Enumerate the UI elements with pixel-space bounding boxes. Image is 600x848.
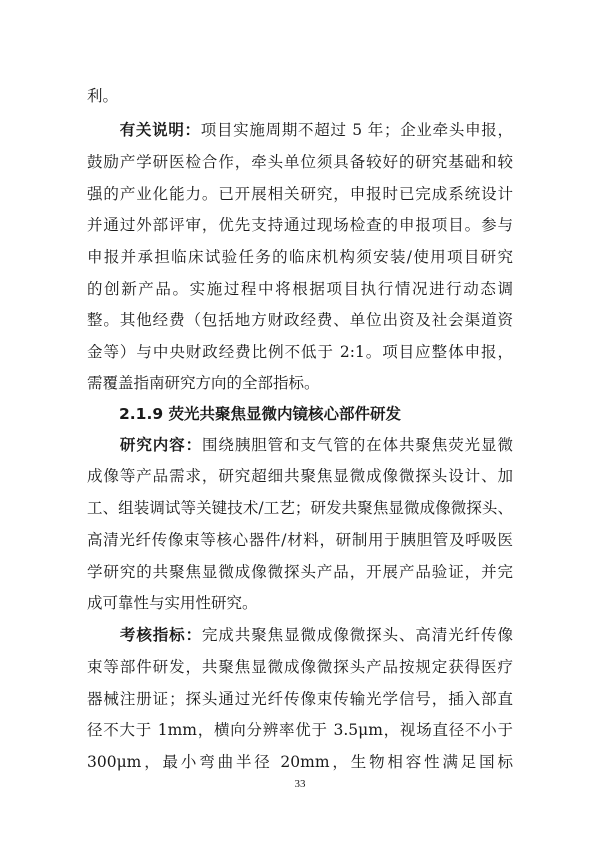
research-label: 研究内容：	[119, 435, 202, 454]
notes-paragraph-line: 强的产业化能力。已开展相关研究，申报时已完成系统设计	[87, 185, 513, 203]
notes-paragraph-line: 申报并承担临床试验任务的临床机构须安装/使用项目研究	[87, 248, 513, 266]
page-number: 33	[294, 778, 306, 790]
research-paragraph-line: 成可靠性与实用性研究。	[87, 594, 258, 612]
section-number: 2.1.9	[119, 405, 164, 423]
notes-paragraph-line: 需覆盖指南研究方向的全部指标。	[87, 374, 320, 392]
research-paragraph-line: 学研究的共聚焦显微成像微探头产品，开展产品验证，并完	[87, 563, 513, 581]
research-paragraph-line: 成像等产品需求，研究超细共聚焦显微成像微探头设计、加	[87, 467, 513, 485]
assessment-paragraph-line: 器械注册证；探头通过光纤传像束传输光学信号，插入部直	[87, 690, 513, 708]
research-paragraph-line: 研究内容：围绕胰胆管和支气管的在体共聚焦荧光显微	[119, 435, 513, 454]
notes-label: 有关说明：	[119, 120, 201, 139]
assessment-paragraph-line: 300μm，最小弯曲半径 20mm，生物相容性满足国标	[87, 753, 513, 771]
assessment-paragraph-line: 径不大于 1mm，横向分辨率优于 3.5μm，视场直径不小于	[87, 721, 513, 739]
research-paragraph-line: 工、组装调试等关键技术/工艺；研发共聚焦显微成像微探头、	[87, 499, 513, 517]
assessment-label: 考核指标：	[119, 625, 202, 644]
section-title: 荧光共聚焦显微内镜核心部件研发	[163, 405, 402, 423]
carryover-line: 利。	[87, 87, 119, 105]
notes-paragraph-line: 有关说明：项目实施周期不超过 5 年；企业牵头申报，	[119, 120, 513, 139]
assessment-paragraph-line: 束等部件研发，共聚焦显微成像微探头产品按规定获得医疗	[87, 658, 513, 676]
notes-paragraph-line: 鼓励产学研医检合作，牵头单位须具备较好的研究基础和较	[87, 153, 513, 171]
notes-paragraph-line: 整。其他经费（包括地方财政经费、单位出资及社会渠道资	[87, 311, 513, 329]
section-heading	[119, 401, 401, 427]
notes-paragraph-line: 金等）与中央财政经费比例不低于 2:1。项目应整体申报，	[87, 343, 513, 361]
notes-paragraph-line: 的创新产品。实施过程中将根据项目执行情况进行动态调	[87, 280, 513, 298]
notes-paragraph-line: 并通过外部评审，优先支持通过现场检查的申报项目。参与	[87, 216, 513, 234]
research-paragraph-line: 高清光纤传像束等核心器件/材料，研制用于胰胆管及呼吸医	[87, 531, 513, 549]
assessment-paragraph-line: 考核指标：完成共聚焦显微成像微探头、高清光纤传像	[119, 625, 513, 644]
